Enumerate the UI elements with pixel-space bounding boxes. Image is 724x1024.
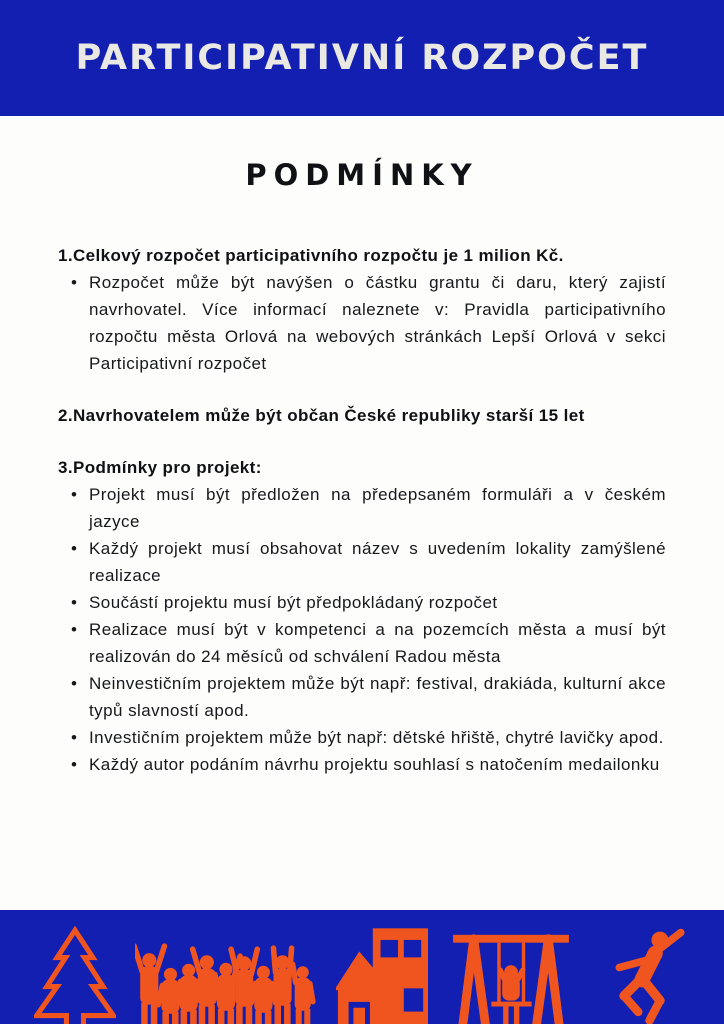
crowd-icon [135, 934, 317, 1024]
section-heading: 1.Celkový rozpočet participativního rozpočtu je 1 milion Kč. [58, 246, 564, 265]
swing-icon [447, 926, 575, 1024]
bullet-item: • Rozpočet může být navýšen o částku grantu či daru, který zajistí navrhovatel. Více informací naleznete v: Pravidla participativního rozpočtu města Orlová na webových stránkách Lepší Orlová v sekci Participativní rozpočet [58, 269, 666, 377]
section-project-conditions [58, 454, 666, 778]
bullet-item: • Investičním projektem může být např: dětské hřiště, chytré lavičky apod. [58, 724, 666, 751]
content-area [0, 116, 724, 910]
bullet-item: • Každý projekt musí obsahovat název s uvedením lokality zamýšlené realizace [58, 535, 666, 589]
bullet-item: • Realizace musí být v kompetenci a na pozemcích města a musí být realizován do 24 měsíců od schválení Radou města [58, 616, 666, 670]
bullet-item: • Projekt musí být předložen na předepsaném formuláři a v českém jazyce [58, 481, 666, 535]
footer-band [0, 910, 724, 1024]
poster-title: PARTICIPATIVNÍ ROZPOČET [75, 38, 649, 78]
bullet-list [58, 481, 666, 778]
bullet-item: • Každý autor podáním návrhu projektu souhlasí s natočením medailonku [58, 751, 666, 778]
header-band [0, 0, 724, 116]
section-total-budget [58, 242, 666, 377]
bullet-item: • Neinvestičním projektem může být např: festival, drakiáda, kulturní akce typů slavností apod. [58, 670, 666, 724]
page-title: PODMÍNKY [245, 158, 479, 192]
house-building-icon [336, 928, 428, 1024]
section-heading: 2.Navrhovatelem může být občan České republiky starší 15 let [58, 406, 585, 425]
section-heading: 3.Podmínky pro projekt: [58, 458, 262, 477]
tree-icon [34, 926, 116, 1024]
section-proposer [58, 402, 666, 429]
bullet-item: • Součástí projektu musí být předpokládaný rozpočet [58, 589, 666, 616]
bullet-list [58, 269, 666, 377]
jumping-person-icon [594, 924, 690, 1024]
